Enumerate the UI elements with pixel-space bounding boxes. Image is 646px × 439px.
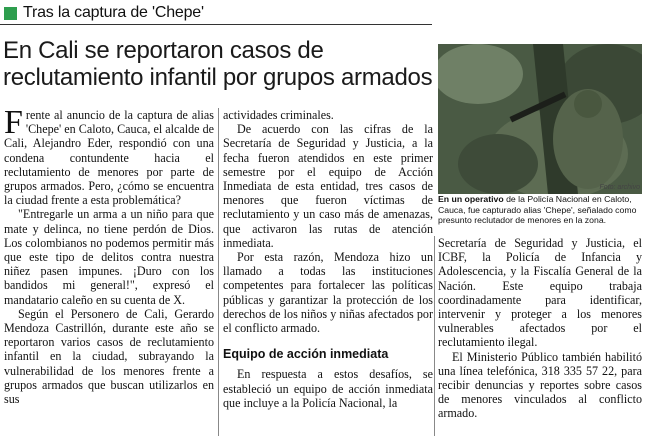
paragraph: Según el Personero de Cali, Gerardo Mendoza Castrillón, durante este año se reportaron varios casos de reclutamiento infantil en la ciudad, subrayando la vulnerabilidad de los menores frente a grupos armados que buscan utilizarlos en sus [4,306,214,407]
caption-text: de la Policía Nacional en Caloto, Cauca, fue capturado alias 'Chepe', señalado como presunto reclutador de menores en la zona. [438,194,637,225]
article-column-1 [4,104,214,407]
paragraph-text: rente al anuncio de la captura de alias 'Chepe' en Caloto, Cauca, el alcalde de Cali, Alejandro Eder, respondió con una condena contundente hacia el reclutamiento de menores por parte de grupos armados. Pero, ¿cómo se encuentra la ciudad frente a esta problemática? [4,108,214,208]
kicker-marker [4,7,17,20]
paragraph: Secretaría de Seguridad y Justicia, el ICBF, la Policía de Infancia y Adolescencia, y la Fiscalía General de la Nación. Este equipo trabaja coordinadamente para identificar, intervenir y proteger a los menores vulnerables afectados por el reclutamiento ilegal. [438,236,642,350]
subheading: Equipo de acción inmediata [223,347,389,362]
column-divider [218,108,219,436]
article-photo [438,44,642,194]
photo-credit: Foto: archivo [599,184,640,191]
column-divider [434,236,435,436]
kicker-text: Tras la captura de 'Chepe' [23,4,204,21]
section-kicker [4,3,204,23]
paragraph [4,104,214,208]
paragraph: De acuerdo con las cifras de la Secretaría de Seguridad y Justicia, a la fecha fueron atendidos en este primer semestre por el equipo de Acción Inmediata de esta entidad, tres casos de menores que fueron víctimas de reclutamiento y un caso más de amenazas, que activaron las rutas de atención inmediata. [223,122,433,250]
paragraph: actividades criminales. [223,108,334,122]
paragraph: Por esta razón, Mendoza hizo un llamado a todas las instituciones competentes para fortalecer las políticas públicas y garantizar la protección de los derechos de los niños y niñas afectados por el conflicto armado. [223,250,433,336]
paragraph: "Entregarle un arma a un niño para que mate y delinca, no tiene perdón de Dios. Los colombianos no podemos permitir más que este tipo de delitos contra nuestra niñez pasen impunes. ¡Duro con los bandidos mi general!", expresó el mandatario caleño en su cuenta de X. [4,207,214,307]
top-rule [0,24,432,25]
article-column-2 [223,108,433,410]
caption-lead: En un operativo [438,194,504,204]
photo-caption [438,194,642,226]
drop-cap: F [4,104,23,141]
article-column-3 [438,236,642,421]
paragraph: En respuesta a estos desafíos, se estableció un equipo de acción inmediata que incluye a la Policía Nacional, la [223,367,433,410]
soldier-photo-icon [438,44,642,194]
paragraph: El Ministerio Público también habilitó una línea telefónica, 318 335 57 22, para recibir denuncias y reportes sobre casos de menores vinculados al conflicto armado. [438,349,642,421]
headline: En Cali se reportaron casos de reclutamiento infantil por grupos armados [3,37,433,91]
